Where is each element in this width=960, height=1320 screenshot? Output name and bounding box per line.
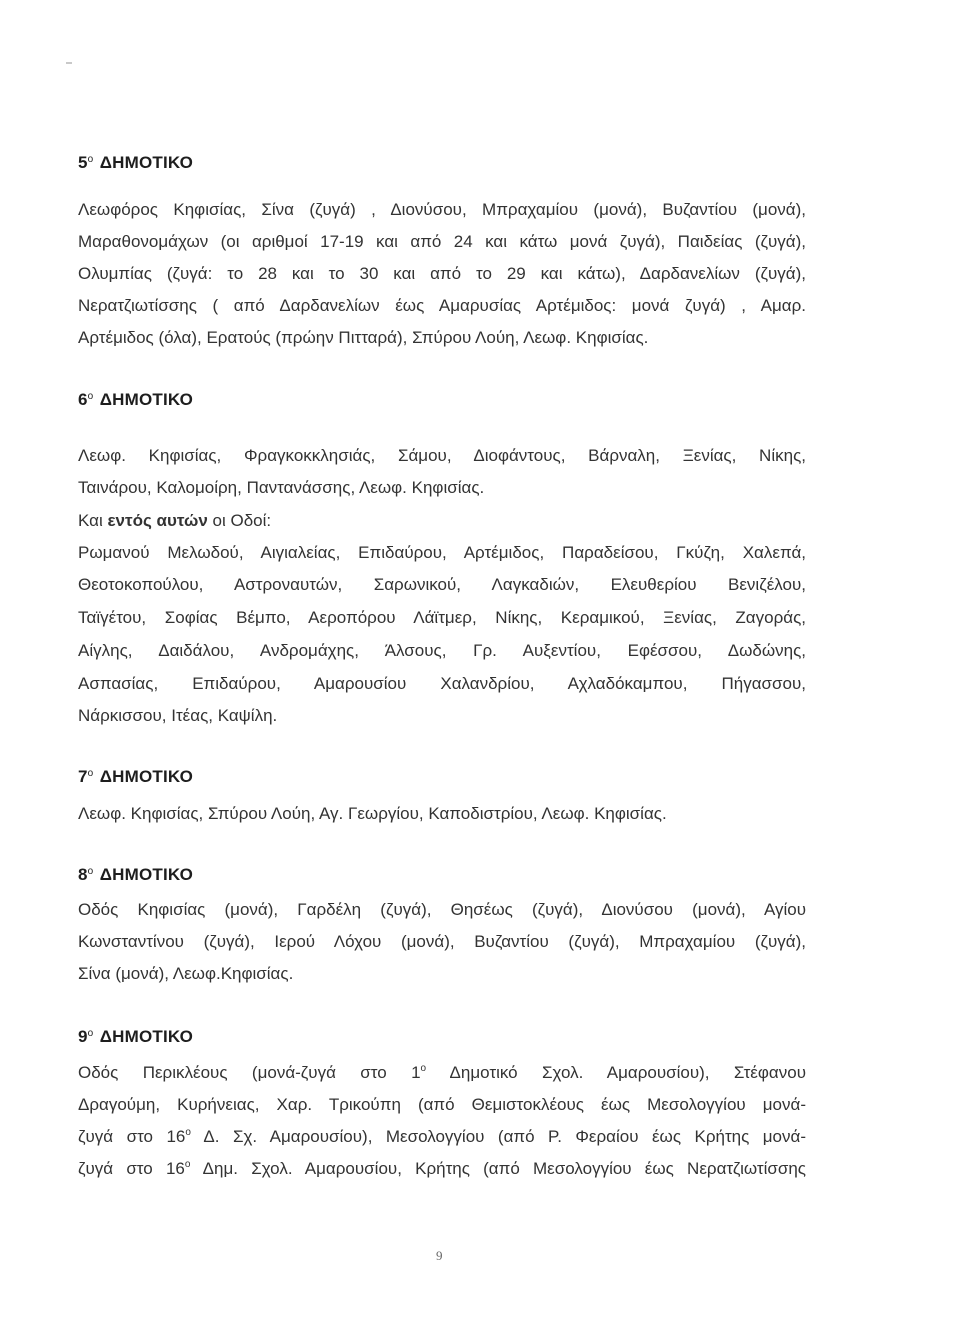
section-heading-6: $6^o$ ΔΗΜΟΤΙΚΟ xyxy=(78,390,194,409)
section-9-line-4: ζυγά στο $16^o$ Δημ. Σχολ. Αμαρουσίου, Κρήτης (από Μεσολογγίου έως Νερατζιωτίσσης xyxy=(78,1159,806,1178)
section-7-line-1: Λεωφ. Κηφισίας, Σπύρου Λούη, Αγ. Γεωργίου, Καποδιστρίου, Λεωφ. Κηφισίας. xyxy=(78,804,667,823)
section-6-street-line-4: Αίγλης, Δαιδάλου, Ανδρομάχης, Άλσους, Γρ. Αυξεντίου, Εφέσσου, Δωδώνης, xyxy=(78,641,806,660)
section-heading-7: $7^o$ ΔΗΜΟΤΙΚΟ xyxy=(78,767,194,786)
section-6-street-line-3: Ταϊγέτου, Σοφίας Βέμπο, Αεροπόρου Λάϊτμερ, Νίκης, Κεραμικού, Ξενίας, Ζαγοράς, xyxy=(78,608,806,627)
section-6-street-line-6: Νάρκισσου, Ιτέας, Καψίλη. xyxy=(78,706,278,725)
section-8-line-3: Σίνα (μονά), Λεωφ.Κηφισίας. xyxy=(78,964,294,983)
section-8-line-2: Κωνσταντίνου (ζυγά), Ιερού Λόχου (μονά), Βυζαντίου (ζυγά), Μπραχαμίου (ζυγά), xyxy=(78,932,806,951)
section-9-line-2: Δραγούμη, Κυρήνειας, Χαρ. Τρικούπη (από Θεμιστοκλέους έως Μεσολογγίου μονά- xyxy=(78,1095,806,1114)
section-heading-5: $5^o$ ΔΗΜΟΤΙΚΟ xyxy=(78,153,194,172)
section-5-line-5: Αρτέμιδος (όλα), Ερατούς (πρώην Πιτταρά), Σπύρου Λούη, Λεωφ. Κηφισίας. xyxy=(78,328,649,347)
section-5-line-1: Λεωφόρος Κηφισίας, Σίνα (ζυγά) , Διονύσου, Μπραχαμίου (μονά), Βυζαντίου (μονά), xyxy=(78,200,806,219)
section-5-line-3: Ολυμπίας (ζυγά: το 28 και το 30 και από το 29 και κάτω), Δαρδανελίων (ζυγά), xyxy=(78,264,806,283)
section-6-street-line-1: Ρωμανού Μελωδού, Αιγιαλείας, Επιδαύρου, Αρτέμιδος, Παραδείσου, Γκύζη, Χαλεπά, xyxy=(78,543,806,562)
section-6-line-2: Ταινάρου, Καλομοίρη, Παντανάσσης, Λεωφ. Κηφισίας. xyxy=(78,478,485,497)
page-number: 9 xyxy=(436,1248,443,1263)
scan-mark xyxy=(66,62,72,64)
section-9-line-3: ζυγά στο $16^o$ Δ. Σχ. Αμαρουσίου), Μεσολογγίου (από Ρ. Φεραίου έως Κρήτης μονά- xyxy=(78,1127,806,1146)
section-6-inner-streets-intro: Και εντός αυτών οι Οδοί: xyxy=(78,511,272,530)
section-6-line-1: Λεωφ. Κηφισίας, Φραγκοκκλησιάς, Σάμου, Διοφάντους, Βάρναλη, Ξενίας, Νίκης, xyxy=(78,446,806,465)
section-6-street-line-5: Ασπασίας, Επιδαύρου, Αμαρουσίου Χαλανδρίου, Αχλαδόκαμπου, Πήγασσου, xyxy=(78,674,806,693)
section-5-line-4: Νερατζιωτίσσης ( από Δαρδανελίων έως Αμαρυσίας Αρτέμιδος: μονά ζυγά) , Αμαρ. xyxy=(78,296,806,315)
section-5-line-2: Μαραθονομάχων (οι αριθμοί 17-19 και από 24 και κάτω μονά ζυγά), Παιδείας (ζυγά), xyxy=(78,232,806,251)
section-heading-8: $8^o$ ΔΗΜΟΤΙΚΟ xyxy=(78,865,194,884)
section-6-street-line-2: Θεοτοκοπούλου, Αστροναυτών, Σαρωνικού, Λαγκαδιών, Ελευθερίου Βενιζέλου, xyxy=(78,575,806,594)
section-9-line-1: Οδός Περικλέους (μονά-ζυγά στο $1^o$ Δημοτικό Σχολ. Αμαρουσίου), Στέφανου xyxy=(78,1063,806,1082)
section-heading-9: $9^o$ ΔΗΜΟΤΙΚΟ xyxy=(78,1027,194,1046)
section-8-line-1: Οδός Κηφισίας (μονά), Γαρδέλη (ζυγά), Θησέως (ζυγά), Διονύσου (μονά), Αγίου xyxy=(78,900,806,919)
